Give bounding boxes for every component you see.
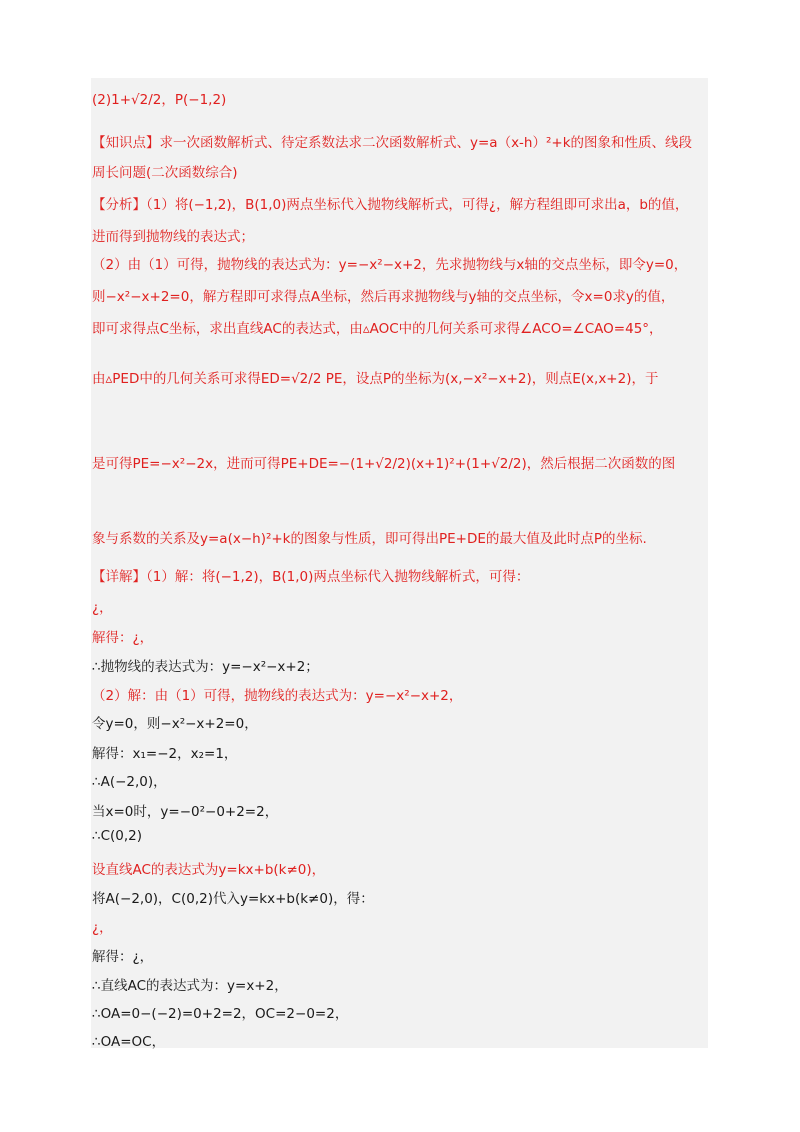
detail-line-17: ∴OA=OC， bbox=[92, 1034, 166, 1050]
detail-line-5: （2）解：由（1）可得，抛物线的表达式为：y=−x²−x+2， bbox=[92, 688, 463, 704]
analysis-line-3: （2）由（1）可得，抛物线的表达式为：y=−x²−x+2，先求抛物线与x轴的交点坐标，即令y=0， bbox=[92, 257, 688, 273]
detail-line-4: ∴抛物线的表达式为：y=−x²−x+2； bbox=[92, 659, 319, 675]
analysis-line-1: 【分析】（1）将(−1,2)，B(1,0)两点坐标代入抛物线解析式，可得¿，解方程组即可求出a，b的值， bbox=[92, 197, 689, 213]
answer-line: (2)1+√2/2，P(−1,2) bbox=[92, 92, 227, 108]
detail-line-3: 解得：¿， bbox=[92, 630, 154, 646]
analysis-line-4: 则−x²−x+2=0，解方程即可求得点A坐标，然后再求抛物线与y轴的交点坐标，令x=0求y的值， bbox=[92, 289, 675, 305]
detail-line-12: 将A(−2,0)，C(0,2)代入y=kx+b(k≠0)，得： bbox=[92, 891, 374, 907]
analysis-line-7: 是可得PE=−x²−2x，进而可得PE+DE=−(1+√2/2)(x+1)²+(1+√2/2)，然后根据二次函数的图 bbox=[92, 456, 676, 472]
detail-line-14: 解得：¿， bbox=[92, 949, 154, 965]
detail-line-13: ¿， bbox=[92, 920, 113, 936]
detail-line-11: 设直线AC的表达式为y=kx+b(k≠0)， bbox=[92, 862, 326, 878]
detail-line-7: 解得：x₁=−2，x₂=1， bbox=[92, 746, 238, 762]
detail-line-8: ∴A(−2,0)， bbox=[92, 774, 167, 790]
knowledge-point-line: 【知识点】求一次函数解析式、待定系数法求二次函数解析式、y=a（x-h）²+k的图象和性质、线段 bbox=[92, 135, 693, 151]
knowledge-point-line-2: 周长问题(二次函数综合) bbox=[92, 165, 238, 181]
analysis-line-6: 由▵PED中的几何关系可求得ED=√2/2 PE，设点P的坐标为(x,−x²−x+2)，则点E(x,x+2)，于 bbox=[92, 371, 659, 387]
analysis-line-2: 进而得到抛物线的表达式； bbox=[92, 229, 254, 245]
detail-line-2: ¿， bbox=[92, 600, 113, 616]
detail-line-10: ∴C(0,2) bbox=[92, 828, 143, 844]
detail-line-15: ∴直线AC的表达式为：y=x+2， bbox=[92, 978, 288, 994]
analysis-line-5: 即可求得点C坐标，求出直线AC的表达式，由▵AOC中的几何关系可求得∠ACO=∠CAO=45°， bbox=[92, 321, 663, 337]
detail-line-6: 令y=0，则−x²−x+2=0， bbox=[92, 716, 258, 732]
detail-line-1: 【详解】（1）解：将(−1,2)，B(1,0)两点坐标代入抛物线解析式，可得： bbox=[92, 569, 530, 585]
detail-line-16: ∴OA=0−(−2)=0+2=2，OC=2−0=2， bbox=[92, 1006, 349, 1022]
analysis-line-8: 象与系数的关系及y=a(x−h)²+k的图象与性质，即可得出PE+DE的最大值及此时点P的坐标. bbox=[92, 531, 647, 547]
detail-line-9: 当x=0时，y=−0²−0+2=2， bbox=[92, 804, 279, 820]
